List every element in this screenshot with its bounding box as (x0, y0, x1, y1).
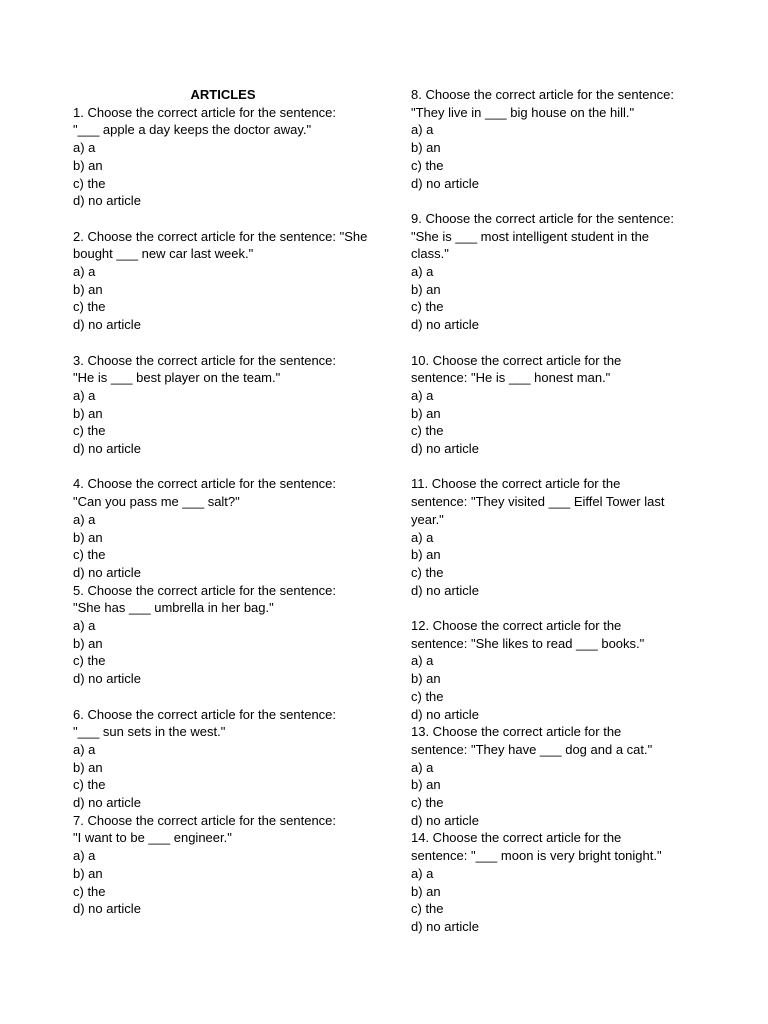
answer-option: c) the (73, 423, 106, 439)
question-prompt-line: "She has ___ umbrella in her bag." (73, 600, 274, 616)
answer-option: b) an (411, 883, 441, 899)
answer-option: b) an (411, 281, 441, 297)
question-prompt-line: 7. Choose the correct article for the sentence: (73, 812, 337, 828)
question-prompt-line: 6. Choose the correct article for the sentence: (73, 706, 337, 722)
question-prompt-line: sentence: "___ moon is very bright tonight." (411, 848, 662, 864)
question-prompt-line: bought ___ new car last week." (73, 246, 254, 262)
answer-option: b) an (411, 140, 441, 156)
question-prompt-line: "___ sun sets in the west." (73, 724, 226, 740)
question-spacer (73, 688, 373, 706)
left-question-list (73, 104, 373, 918)
question-prompt-line: 10. Choose the correct article for the (411, 352, 622, 368)
answer-option: c) the (73, 299, 106, 315)
question-prompt-line: sentence: "He is ___ honest man." (411, 370, 611, 386)
question-block (411, 617, 706, 723)
answer-option: d) no article (73, 671, 141, 687)
question-prompt-line: 8. Choose the correct article for the sentence: (411, 87, 675, 102)
question-block (73, 582, 373, 706)
answer-option: a) a (73, 387, 96, 403)
answer-option: d) no article (411, 582, 479, 598)
answer-option: d) no article (411, 175, 479, 191)
answer-option: a) a (411, 122, 434, 138)
question-prompt-line: 13. Choose the correct article for the (411, 724, 622, 740)
question-prompt-line: "___ apple a day keeps the doctor away." (73, 122, 312, 138)
answer-option: b) an (73, 759, 103, 775)
question-block (73, 475, 373, 581)
left-column (73, 86, 373, 918)
answer-option: d) no article (73, 795, 141, 811)
question-spacer (73, 458, 373, 476)
answer-option: c) the (411, 901, 444, 917)
answer-option: a) a (411, 653, 434, 669)
answer-option: c) the (73, 547, 106, 563)
answer-option: d) no article (411, 441, 479, 457)
answer-option: a) a (411, 387, 434, 403)
answer-option: c) the (73, 883, 106, 899)
question-spacer (411, 192, 706, 210)
document-title: ARTICLES (190, 87, 256, 102)
question-block (411, 829, 706, 935)
question-spacer (411, 458, 706, 476)
answer-option: d) no article (73, 193, 141, 209)
answer-option: a) a (73, 741, 96, 757)
answer-option: b) an (73, 157, 103, 173)
question-block (73, 228, 373, 352)
question-spacer (73, 210, 373, 228)
answer-option: b) an (73, 529, 103, 545)
answer-option: a) a (73, 848, 96, 864)
answer-option: a) a (73, 140, 96, 156)
answer-option: d) no article (411, 317, 479, 333)
question-prompt-line: sentence: "They have ___ dog and a cat." (411, 741, 653, 757)
answer-option: b) an (411, 671, 441, 687)
question-prompt-line: "They live in ___ big house on the hill." (411, 104, 635, 120)
question-block (73, 104, 373, 228)
question-block (411, 723, 706, 829)
answer-option: c) the (411, 157, 444, 173)
question-prompt-line: 12. Choose the correct article for the (411, 618, 622, 634)
answer-option: b) an (73, 281, 103, 297)
question-block (411, 86, 706, 210)
answer-option: c) the (73, 653, 106, 669)
answer-option: d) no article (411, 706, 479, 722)
answer-option: a) a (73, 618, 96, 634)
answer-option: c) the (411, 795, 444, 811)
question-prompt-line: 3. Choose the correct article for the sentence: (73, 352, 337, 368)
question-prompt-line: 9. Choose the correct article for the sentence: (411, 210, 675, 226)
question-prompt-line: 11. Choose the correct article for the (411, 476, 621, 492)
answer-option: a) a (411, 759, 434, 775)
question-block (73, 706, 373, 812)
answer-option: d) no article (73, 564, 141, 580)
question-prompt-line: "I want to be ___ engineer." (73, 830, 232, 846)
answer-option: d) no article (411, 812, 479, 828)
question-block (73, 352, 373, 476)
answer-option: b) an (411, 547, 441, 563)
answer-option: d) no article (73, 441, 141, 457)
answer-option: d) no article (411, 918, 479, 934)
answer-option: b) an (411, 405, 441, 421)
question-block (411, 210, 706, 352)
question-spacer (411, 334, 706, 352)
question-block (411, 352, 706, 476)
question-prompt-line: "Can you pass me ___ salt?" (73, 494, 240, 510)
answer-option: a) a (411, 865, 434, 881)
answer-option: c) the (73, 175, 106, 191)
answer-option: d) no article (73, 317, 141, 333)
answer-option: a) a (411, 264, 434, 280)
right-column (411, 86, 706, 936)
question-prompt-line: sentence: "They visited ___ Eiffel Tower last (411, 494, 665, 510)
answer-option: b) an (73, 635, 103, 651)
question-block (73, 812, 373, 918)
answer-option: c) the (411, 688, 444, 704)
answer-option: b) an (73, 405, 103, 421)
question-prompt-line: "She is ___ most intelligent student in the (411, 228, 650, 244)
question-prompt-line: sentence: "She likes to read ___ books." (411, 635, 645, 651)
answer-option: a) a (411, 529, 434, 545)
answer-option: c) the (411, 423, 444, 439)
answer-option: d) no article (73, 901, 141, 917)
answer-option: c) the (73, 777, 106, 793)
answer-option: b) an (411, 777, 441, 793)
answer-option: a) a (73, 264, 96, 280)
right-question-list (411, 86, 706, 936)
answer-option: b) an (73, 865, 103, 881)
question-prompt-line: 2. Choose the correct article for the sentence: "She (73, 228, 368, 244)
question-prompt-line: year." (411, 511, 444, 527)
question-prompt-line: class." (411, 246, 449, 262)
question-block (411, 475, 706, 617)
answer-option: c) the (411, 299, 444, 315)
question-prompt-line: "He is ___ best player on the team." (73, 370, 281, 386)
answer-option: c) the (411, 564, 444, 580)
question-prompt-line: 5. Choose the correct article for the sentence: (73, 582, 337, 598)
question-prompt-line: 1. Choose the correct article for the sentence: (73, 104, 337, 120)
answer-option: a) a (73, 511, 96, 527)
question-spacer (73, 334, 373, 352)
question-prompt-line: 14. Choose the correct article for the (411, 830, 622, 846)
question-spacer (411, 599, 706, 617)
question-prompt-line: 4. Choose the correct article for the sentence: (73, 476, 337, 492)
